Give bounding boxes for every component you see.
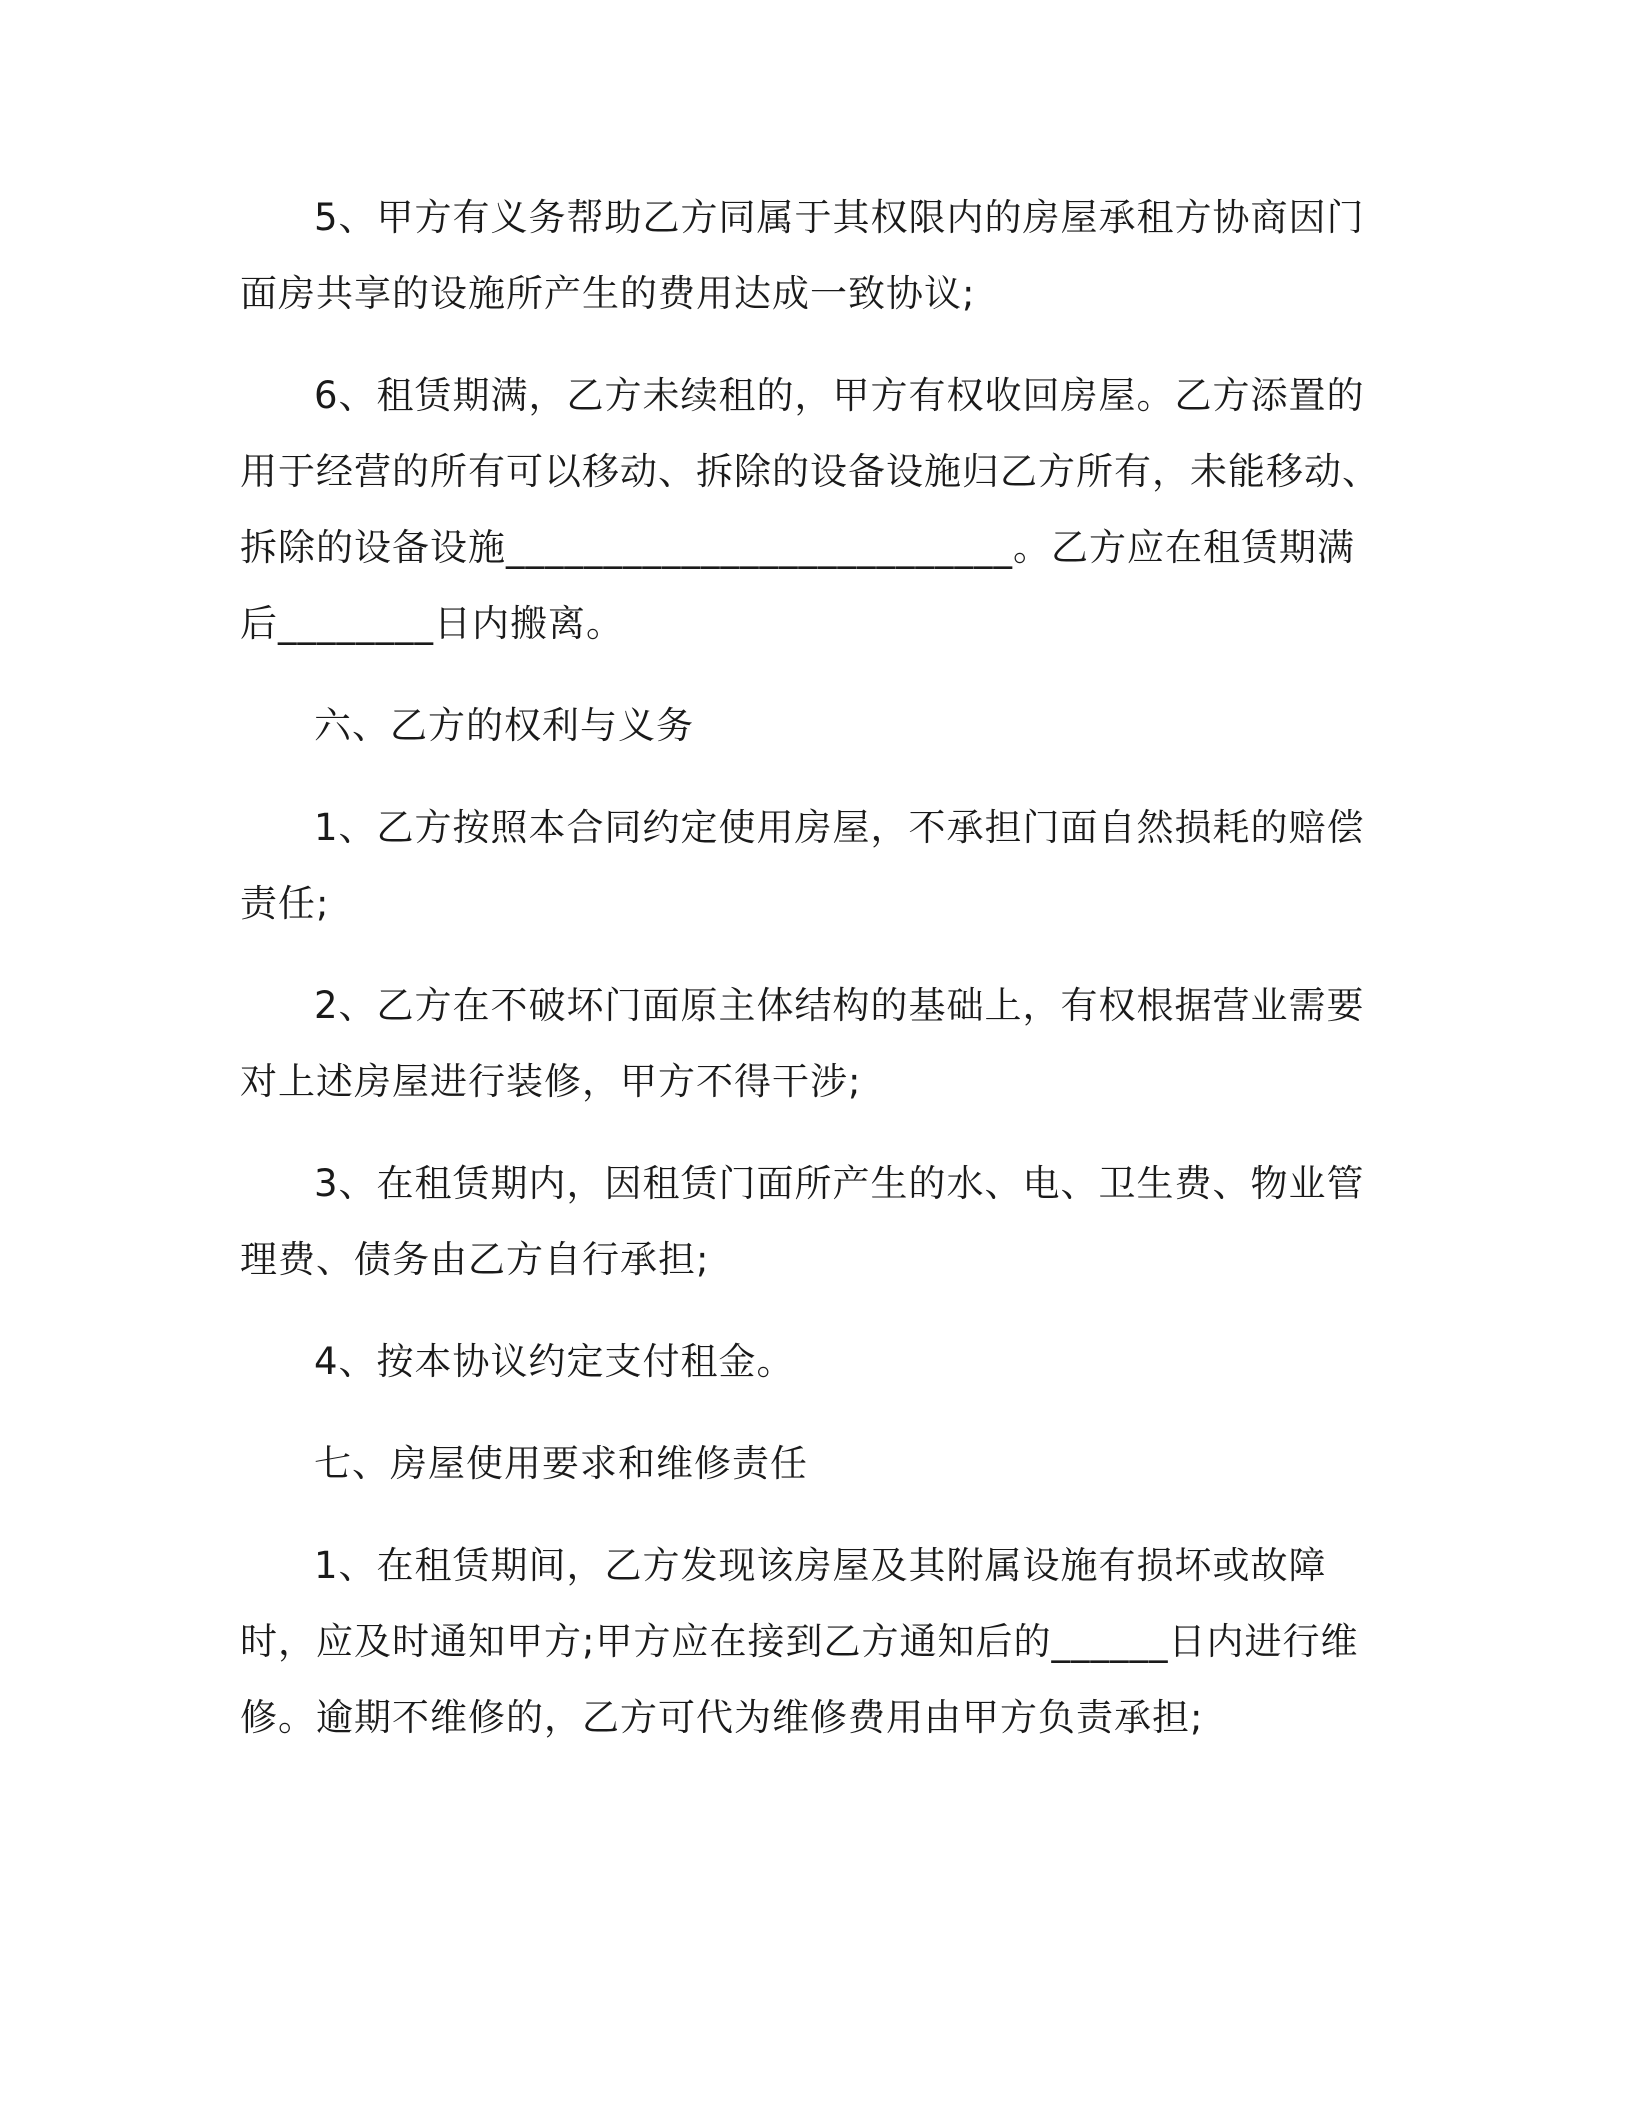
document-page bbox=[240, 180, 1390, 1782]
clause-5-mediation: 5、甲方有义务帮助乙方同属于其权限内的房屋承租方协商因门面房共享的设施所产生的费用达成一致协议; bbox=[240, 196, 1365, 315]
clause-6-2-renovation: 2、乙方在不破坏门面原主体结构的基础上，有权根据营业需要对上述房屋进行装修，甲方不得干涉; bbox=[240, 984, 1365, 1103]
clause-6-1-usage: 1、乙方按照本合同约定使用房屋，不承担门面自然损耗的赔偿责任; bbox=[240, 806, 1365, 925]
clause-6-4-rent: 4、按本协议约定支付租金。 bbox=[314, 1340, 795, 1383]
section-heading-seven: 七、房屋使用要求和维修责任 bbox=[314, 1442, 808, 1485]
section-heading-six: 六、乙方的权利与义务 bbox=[314, 704, 694, 747]
clause-6-lease-expiry: 6、租赁期满，乙方未续租的，甲方有权收回房屋。乙方添置的用于经营的所有可以移动、拆除的设备设施归乙方所有，未能移动、拆除的设备设施__________________________。乙方应在租赁期满后________日内搬离。 bbox=[240, 374, 1380, 645]
clause-6-3-fees: 3、在租赁期内，因租赁门面所产生的水、电、卫生费、物业管理费、债务由乙方自行承担; bbox=[240, 1162, 1365, 1281]
clause-7-1-repair: 1、在租赁期间，乙方发现该房屋及其附属设施有损坏或故障时，应及时通知甲方;甲方应在接到乙方通知后的______日内进行维修。逾期不维修的，乙方可代为维修费用由甲方负责承担; bbox=[240, 1544, 1359, 1739]
